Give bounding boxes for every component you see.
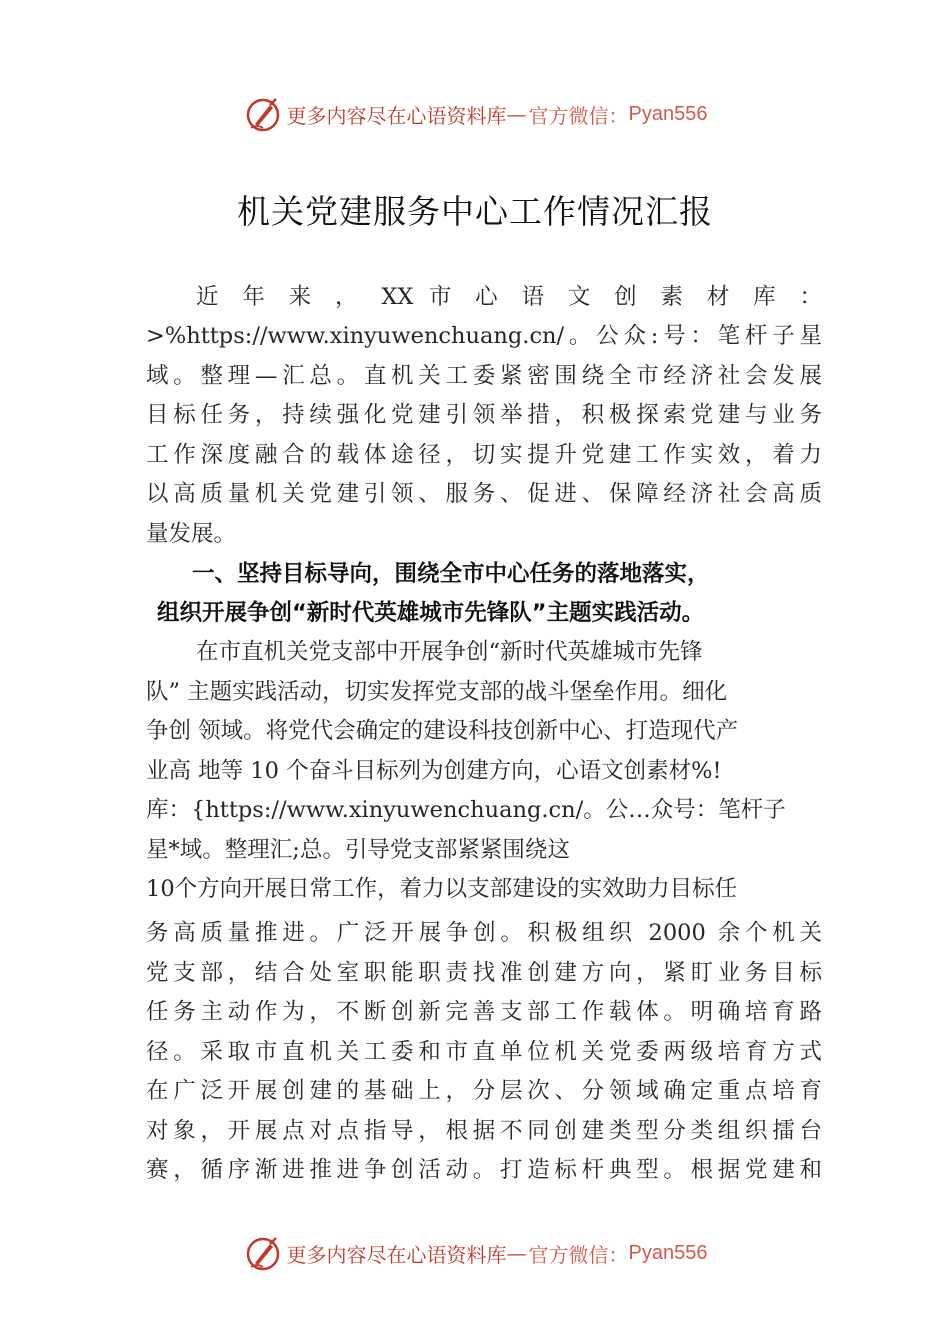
footer-watermark-banner	[0, 1231, 950, 1275]
banner-text: 更多内容尽在心语资料库	[286, 103, 507, 128]
paragraph-line: 星*域。整理汇;总。引导党支部紧紧围绕这	[146, 837, 570, 863]
paragraph-line: 任务主动作为，不断创新完善支部工作载体。明确培育路	[146, 999, 822, 1025]
paragraph-line: 径。采取市直机关工委和市直单位机关党委两级培育方式	[146, 1039, 822, 1065]
paragraph-line: 争创 领域。将党代会确定的建设科技创新中心、打造现代产	[146, 718, 739, 744]
pen-logo-icon	[243, 94, 283, 134]
header-watermark-banner	[0, 92, 950, 136]
paragraph-line: 目标任务，持续强化党建引领举措，积极探索党建与业务	[146, 402, 822, 428]
banner-separator: —	[506, 102, 527, 126]
paragraph-line: 务高质量推进。广泛开展争创。积极组织 2000 余个机关	[146, 920, 822, 946]
paragraph-line: 以高质量机关党建引领、服务、促进、保障经济社会高质	[146, 481, 822, 507]
section-heading-line: 组织开展争创“新时代英雄城市先锋队”主题实践活动。	[157, 600, 705, 626]
paragraph-line: 库：{https://www.xinyuwenchuang.cn/。公…众号：笔杆子	[146, 797, 786, 823]
paragraph-line: 党支部，结合处室职能职责找准创建方向，紧盯业务目标	[146, 960, 822, 986]
banner-separator: —	[506, 1241, 527, 1265]
paragraph-line: 在广泛开展创建的基础上，分层次、分领域确定重点培育	[146, 1078, 822, 1104]
pen-logo-icon	[243, 1233, 283, 1273]
paragraph-line: 10个方向开展日常工作，着力以支部建设的实效助力目标任	[146, 876, 738, 902]
paragraph-line: 工作深度融合的载体途径，切实提升党建工作实效，着力	[146, 442, 822, 468]
banner-text: 更多内容尽在心语资料库	[286, 1242, 507, 1267]
banner-wechat-label: 官方微信：	[528, 1242, 629, 1267]
section-heading-line: 一、坚持目标导向，围绕全市中心任务的落地落实，	[192, 561, 710, 587]
paragraph-line: 业高 地等 10 个奋斗目标列为创建方向，心语文创素材%!	[146, 758, 722, 784]
paragraph-line: 赛，循序渐进推进争创活动。打造标杆典型。根据党建和	[146, 1157, 822, 1183]
banner-wechat-id: Pyan556	[628, 102, 708, 125]
paragraph-line: >%https://www.xinyuwenchuang.cn/。公众:号：笔杆子星	[146, 323, 822, 349]
paragraph-line: 量发展。	[146, 521, 237, 547]
banner-wechat-id: Pyan556	[628, 1241, 708, 1264]
paragraph-line: 近 年 来 ， XX 市 心 语 文 创 素 材 库 ：	[196, 284, 822, 310]
banner-wechat-label: 官方微信：	[528, 103, 629, 128]
document-title: 机关党建服务中心工作情况汇报	[237, 192, 713, 231]
paragraph-line: 域。整理—汇总。直机关工委紧密围绕全市经济社会发展	[146, 363, 822, 389]
paragraph-line: 对象，开展点对点指导，根据不同创建类型分类组织擂台	[146, 1118, 822, 1144]
paragraph-line: 在市直机关党支部中开展争创“新时代英雄城市先锋	[196, 639, 703, 665]
paragraph-line: 队” 主题实践活动，切实发挥党支部的战斗堡垒作用。细化	[146, 679, 728, 705]
